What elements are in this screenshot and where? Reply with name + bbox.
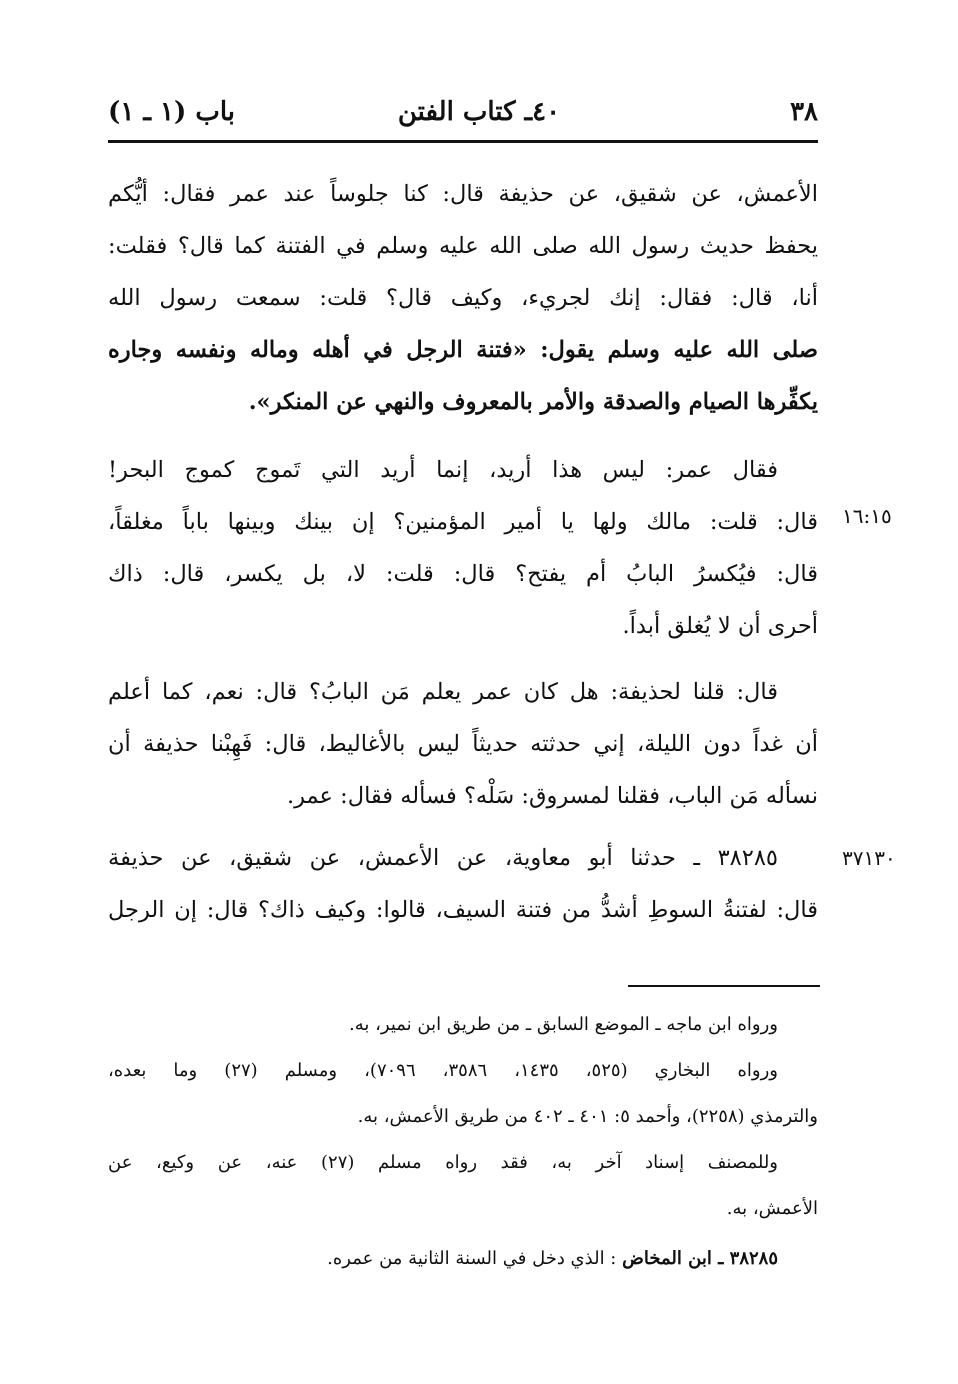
- text-line: قال: قلت: مالك ولها يا أمير المؤمنين؟ إن بينك وبينها باباً مغلقاً،: [108, 509, 818, 535]
- footnote-rule: [628, 985, 820, 987]
- text-line: فقال عمر: ليس هذا أريد، إنما أريد التي تَموج كموج البحر!: [108, 457, 778, 483]
- text-line: ٣٨٢٨٥ ـ حدثنا أبو معاوية، عن الأعمش، عن شقيق، عن حذيفة: [108, 845, 778, 871]
- paragraph-1: [108, 168, 818, 428]
- paragraph-3: [108, 666, 818, 822]
- text-line: نسأله مَن الباب، فقلنا لمسروق: سَلْه؟ فسأله فقال: عمر.: [286, 783, 818, 809]
- footnote-line: الأعمش، به.: [726, 1198, 818, 1219]
- footnote-line: والترمذي (٢٢٥٨)، وأحمد ٥: ٤٠١ ـ ٤٠٢ من طريق الأعمش، به.: [357, 1106, 818, 1127]
- footnote-line: ورواه البخاري (٥٢٥، ١٤٣٥، ٣٥٨٦، ٧٠٩٦)، ومسلم (٢٧) وما بعده،: [108, 1060, 778, 1081]
- text-line: أنا، قال: فقال: إنك لجريء، وكيف قال؟ قلت: سمعت رسول الله: [108, 285, 818, 311]
- footnote: [108, 1140, 818, 1232]
- page-number: ٣٨: [790, 97, 818, 127]
- text-line: يكفِّرها الصيام والصدقة والأمر بالمعروف والنهي عن المنكر».: [248, 389, 818, 415]
- footnote: [108, 1002, 818, 1048]
- footnote-line: [108, 1236, 818, 1282]
- chapter-label: باب (١ ـ ١): [108, 97, 235, 127]
- header-rule: [108, 140, 818, 143]
- margin-reference: ١٦:١٥: [842, 504, 892, 528]
- margin-reference: ٣٧١٣٠: [842, 846, 896, 870]
- footnote-label: ٣٨٢٨٥ ـ ابن المخاض: [622, 1248, 778, 1269]
- paragraph-2: [108, 444, 818, 652]
- footnote-line: وللمصنف إسناد آخر به، فقد رواه مسلم (٢٧) عنه، عن وكيع، عن: [108, 1152, 779, 1173]
- text-line: قال: قلنا لحذيفة: هل كان عمر يعلم مَن البابُ؟ قال: نعم، كما أعلم: [108, 679, 778, 705]
- footnote-line: ورواه ابن ماجه ـ الموضع السابق ـ من طريق ابن نمير، به.: [348, 1014, 778, 1035]
- text-line: أحرى أن لا يُغلق أبداً.: [622, 613, 818, 639]
- text-line: قال: فيُكسرُ البابُ أم يفتح؟ قال: قلت: لا، بل يكسر، قال: ذاك: [108, 561, 818, 587]
- text-line: صلى الله عليه وسلم يقول: «فتنة الرجل في أهله وماله ونفسه وجاره: [108, 337, 818, 363]
- text-line: أن غداً دون الليلة، إني حدثته حديثاً ليس بالأغاليط، قال: فَهِبْنا حذيفة أن: [108, 731, 818, 757]
- book-title: ٤٠ـ كتاب الفتن: [397, 97, 561, 127]
- text-line: قال: لفتنةُ السوطِ أشدُّ من فتنة السيف، قالوا: وكيف ذاك؟ قال: إن الرجل: [108, 897, 818, 923]
- text-line: يحفظ حديث رسول الله صلى الله عليه وسلم في الفتنة كما قال؟ فقلت:: [108, 233, 818, 259]
- footnote: [108, 1048, 818, 1140]
- text-line: الأعمش، عن شقيق، عن حذيفة قال: كنا جلوساً عند عمر فقال: أيُّكم: [108, 181, 818, 207]
- footnote: [108, 1236, 818, 1282]
- footnote-text: : الذي دخل في السنة الثانية من عمره.: [327, 1248, 617, 1269]
- hadith-entry: [108, 832, 818, 936]
